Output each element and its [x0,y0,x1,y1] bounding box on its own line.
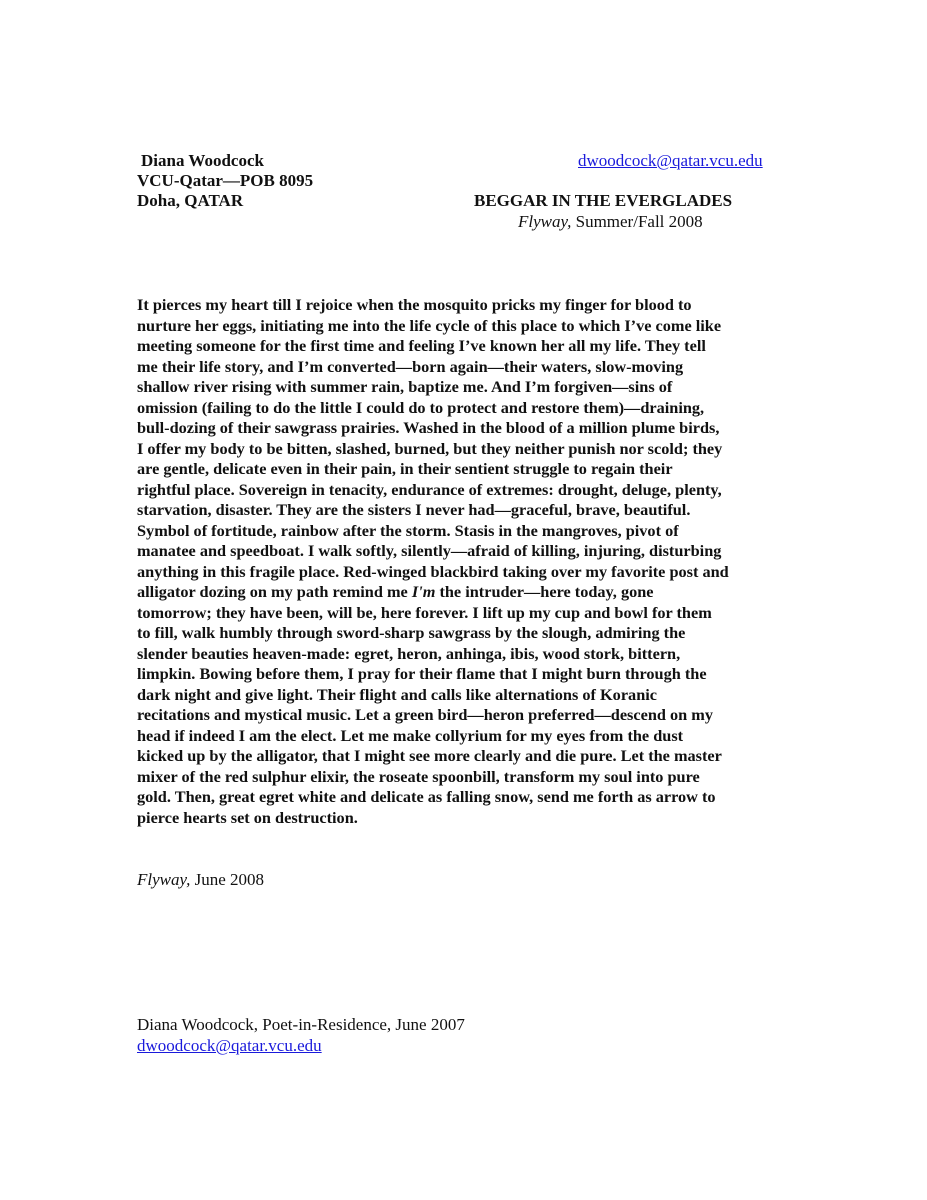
poem-line: starvation, disaster. They are the sisters I never had—graceful, brave, beautiful. [137,500,691,519]
address-line-2: Doha, QATAR [137,191,244,210]
poem-line: dark night and give light. Their flight and calls like alternations of Koranic [137,684,657,704]
poem-line: meeting someone for the first time and feeling I’ve known her all my life. They tell [137,336,706,355]
poem-line: bull-dozing of their sawgrass prairies. Washed in the blood of a million plume birds, [137,418,720,437]
poem-line: slender beauties heaven-made: egret, heron, anhinga, ibis, wood stork, bittern, [137,643,681,663]
publication-name: Flyway, [518,212,572,231]
poem-body [137,295,797,828]
poem-line: gold. Then, great egret white and delicate as falling snow, send me forth as arrow to [137,787,716,806]
poem-line [137,582,797,603]
credit-line [137,870,264,890]
footer-signature: Diana Woodcock, Poet-in-Residence, June 2007 [137,1015,465,1034]
poem-line-part: alligator dozing on my path remind me [137,582,412,601]
poem-line: tomorrow; they have been, will be, here forever. I lift up my cup and bowl for them [137,602,712,622]
poem-line: kicked up by the alligator, that I might see more clearly and die pure. Let the master [137,746,722,765]
author-name: Diana Woodcock [141,151,264,170]
poem-line: rightful place. Sovereign in tenacity, endurance of extremes: drought, deluge, plenty, [137,479,722,499]
poem-line: head if indeed I am the elect. Let me make collyrium for my eyes from the dust [137,725,684,745]
poem-line: It pierces my heart till I rejoice when the mosquito pricks my finger for blood to [137,295,692,314]
poem-line: Symbol of fortitude, rainbow after the storm. Stasis in the mangroves, pivot of [137,520,679,540]
footer-email-link[interactable]: dwoodcock@qatar.vcu.edu [137,1036,322,1055]
publication-info [518,212,703,232]
poem-line: pierce hearts set on destruction. [137,807,358,827]
publication-date: Summer/Fall 2008 [575,212,703,231]
poem-line-emphasis: I'm [411,582,436,601]
poem-title: BEGGAR IN THE EVERGLADES [474,191,733,210]
credit-publication: Flyway, [137,870,191,889]
email-link[interactable]: dwoodcock@qatar.vcu.edu [578,151,763,170]
poem-line: manatee and speedboat. I walk softly, silently—afraid of killing, injuring, disturbing [137,541,722,560]
poem-line: limpkin. Bowing before them, I pray for their flame that I might burn through the [137,664,707,683]
poem-line: anything in this fragile place. Red-winged blackbird taking over my favorite post and [137,561,729,581]
poem-line: I offer my body to be bitten, slashed, burned, but they neither punish nor scold; they [137,438,723,458]
poem-line: are gentle, delicate even in their pain, in their sentient struggle to regain their [137,459,673,478]
credit-date: June 2008 [194,870,265,889]
address-line-1: VCU-Qatar—POB 8095 [137,171,314,190]
poem-line: to fill, walk humbly through sword-sharp sawgrass by the slough, admiring the [137,623,686,642]
poem-line: me their life story, and I’m converted—born again—their waters, slow-moving [137,356,684,376]
poem-line: mixer of the red sulphur elixir, the roseate spoonbill, transform my soul into pure [137,766,700,786]
poem-line: shallow river rising with summer rain, baptize me. And I’m forgiven—sins of [137,377,673,396]
poem-line: recitations and mystical music. Let a green bird—heron preferred—descend on my [137,705,713,724]
poem-line-part: the intruder—here today, gone [435,582,654,601]
poem-line: omission (failing to do the little I could do to protect and restore them)—draining, [137,397,705,417]
poem-line: nurture her eggs, initiating me into the life cycle of this place to which I’ve come like [137,315,722,335]
